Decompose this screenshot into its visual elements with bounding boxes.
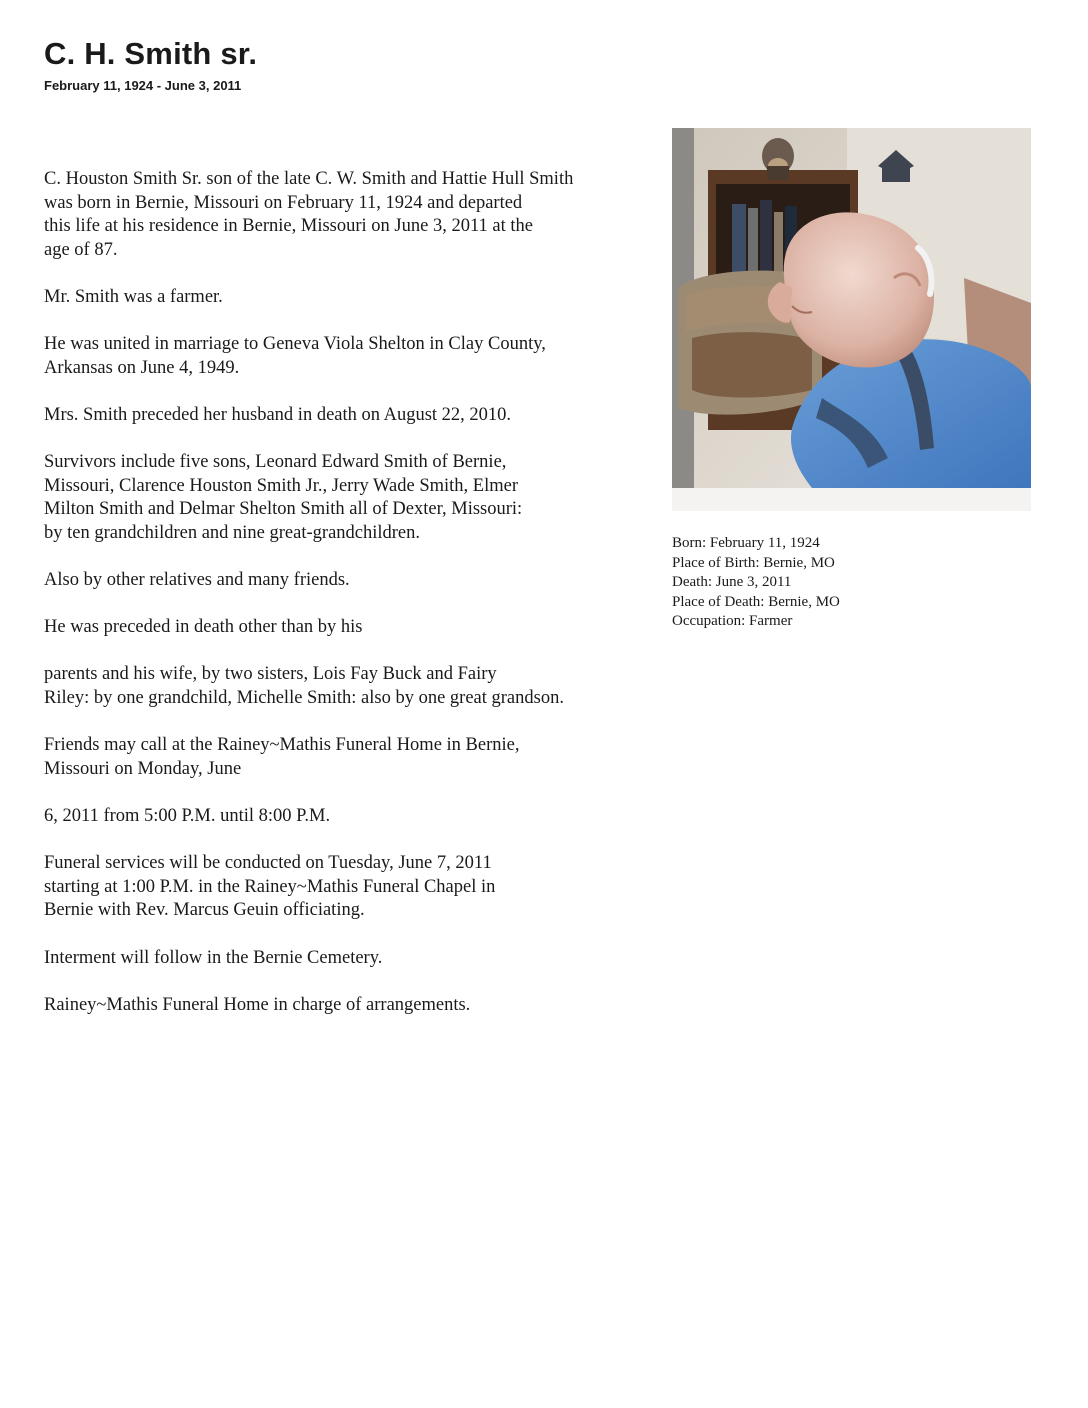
page-title: C. H. Smith sr. <box>44 36 258 71</box>
page-dates: February 11, 1924 - June 3, 2011 <box>44 78 242 93</box>
text-line: Funeral services will be conducted on Tuesday, June 7, 2011 <box>44 853 492 874</box>
paragraph-relatives <box>44 569 664 593</box>
text-line: Also by other relatives and many friends. <box>44 570 350 591</box>
text-line: parents and his wife, by two sisters, Lois Fay Buck and Fairy <box>44 664 497 685</box>
paragraph-preceded <box>44 616 664 640</box>
text-line: Milton Smith and Delmar Shelton Smith all of Dexter, Missouri: <box>44 499 523 520</box>
paragraph-interment <box>44 947 664 971</box>
text-line: Friends may call at the Rainey~Mathis Funeral Home in Bernie, <box>44 735 520 756</box>
text-line: Rainey~Mathis Funeral Home in charge of arrangements. <box>44 994 471 1015</box>
paragraph-survivors <box>44 451 664 545</box>
text-line: by ten grandchildren and nine great-grandchildren. <box>44 522 421 543</box>
text-line: He was united in marriage to Geneva Viola Shelton in Clay County, <box>44 334 546 355</box>
text-line: C. Houston Smith Sr. son of the late C. W. Smith and Hattie Hull Smith <box>44 169 574 189</box>
fact-place-of-birth: Place of Birth: Bernie, MO <box>672 554 835 571</box>
text-line: 6, 2011 from 5:00 P.M. until 8:00 P.M. <box>44 806 331 827</box>
paragraph-wife <box>44 404 664 428</box>
paragraph-visitation <box>44 734 664 781</box>
text-line: Mrs. Smith preceded her husband in death on August 22, 2010. <box>44 404 512 425</box>
text-line: Bernie with Rev. Marcus Geuin officiating. <box>44 900 365 921</box>
text-line: Arkansas on June 4, 1949. <box>44 357 240 378</box>
paragraph-occupation <box>44 286 664 310</box>
text-line: age of 87. <box>44 239 118 260</box>
text-line: starting at 1:00 P.M. in the Rainey~Mathis Funeral Chapel in <box>44 876 496 897</box>
portrait-illustration <box>672 128 1031 511</box>
paragraph-visitation-time <box>44 805 664 829</box>
paragraph-services <box>44 852 664 923</box>
text-line: Mr. Smith was a farmer. <box>44 286 223 307</box>
text-line: this life at his residence in Bernie, Missouri on June 3, 2011 at the <box>44 216 533 237</box>
fact-death: Death: June 3, 2011 <box>672 574 792 590</box>
fact-born: Born: February 11, 1924 <box>672 535 820 551</box>
paragraph-arrangements <box>44 994 664 1018</box>
fact-occupation: Occupation: Farmer <box>672 613 793 629</box>
text-line: He was preceded in death other than by his <box>44 617 363 638</box>
fact-place-of-death: Place of Death: Bernie, MO <box>672 593 840 610</box>
paragraph-preceded-cont <box>44 663 664 710</box>
text-line: Missouri on Monday, June <box>44 758 242 779</box>
text-line: was born in Bernie, Missouri on February 11, 1924 and departed <box>44 192 523 213</box>
portrait-photo <box>672 128 1031 511</box>
text-line: Survivors include five sons, Leonard Edward Smith of Bernie, <box>44 452 507 473</box>
paragraph-marriage <box>44 333 664 380</box>
facts-panel <box>672 534 840 632</box>
paragraph-birth <box>44 168 664 262</box>
text-line: Missouri, Clarence Houston Smith Jr., Jerry Wade Smith, Elmer <box>44 475 518 496</box>
obituary-text <box>44 168 664 1017</box>
text-line: Riley: by one grandchild, Michelle Smith: also by one great grandson. <box>44 688 564 709</box>
text-line: Interment will follow in the Bernie Cemetery. <box>44 947 383 968</box>
